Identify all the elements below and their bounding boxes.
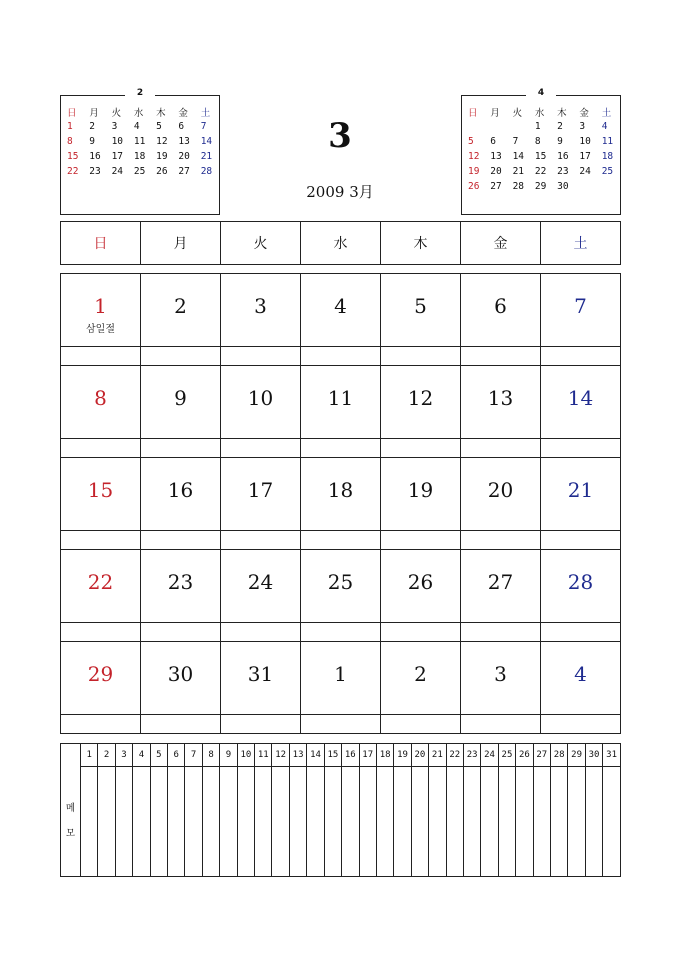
mini-day: 3 xyxy=(579,121,586,132)
memo-day: 4 xyxy=(133,744,150,767)
note-cell[interactable] xyxy=(221,439,301,458)
day-number: 20 xyxy=(487,478,514,502)
note-cell[interactable] xyxy=(301,715,381,734)
memo-day: 30 xyxy=(585,744,602,767)
mini-weekday: 日 xyxy=(67,107,77,119)
memo-day: 3 xyxy=(115,744,132,767)
memo-cell[interactable] xyxy=(429,767,446,877)
mini-day: 8 xyxy=(534,136,541,147)
memo-day: 7 xyxy=(185,744,202,767)
week-note-row xyxy=(61,347,621,366)
mini-day: 2 xyxy=(557,121,563,132)
day-cell[interactable] xyxy=(221,458,301,531)
day-cell[interactable] xyxy=(541,458,621,531)
note-cell[interactable] xyxy=(461,531,541,550)
mini-day: 28 xyxy=(200,166,213,177)
note-cell[interactable] xyxy=(301,623,381,642)
day-cell[interactable] xyxy=(541,366,621,439)
mini-day: 4 xyxy=(601,121,608,132)
mini-day: 26 xyxy=(468,181,480,192)
note-cell[interactable] xyxy=(141,347,221,366)
memo-day: 14 xyxy=(307,744,324,767)
day-number: 31 xyxy=(247,662,274,686)
mini-day: 17 xyxy=(579,151,591,162)
memo-cell[interactable] xyxy=(342,767,359,877)
weekday-tue: 火 xyxy=(221,222,301,265)
memo-cell[interactable] xyxy=(185,767,202,877)
day-number: 7 xyxy=(574,294,587,318)
note-cell[interactable] xyxy=(541,347,621,366)
memo-corner xyxy=(61,744,81,767)
weekday-wed: 水 xyxy=(301,222,381,265)
day-cell[interactable] xyxy=(381,366,461,439)
day-number: 23 xyxy=(167,570,194,594)
week-note-row xyxy=(61,531,621,550)
day-number: 27 xyxy=(487,570,514,594)
day-number: 2 xyxy=(174,294,187,318)
mini-day: 12 xyxy=(468,151,480,162)
mini-day: 2 xyxy=(89,121,96,132)
memo-cell[interactable] xyxy=(533,767,550,877)
day-cell[interactable] xyxy=(141,366,221,439)
memo-cell[interactable] xyxy=(568,767,585,877)
mini-day: 28 xyxy=(512,181,525,192)
mini-day: 21 xyxy=(200,151,213,162)
day-number: 21 xyxy=(567,478,594,502)
mini-day: 22 xyxy=(67,166,79,177)
note-cell[interactable] xyxy=(541,715,621,734)
memo-cell[interactable] xyxy=(463,767,480,877)
mini-day: 3 xyxy=(111,121,118,132)
memo-cell[interactable] xyxy=(324,767,341,877)
week-row xyxy=(61,366,621,439)
mini-day: 21 xyxy=(512,166,525,177)
memo-day: 22 xyxy=(446,744,463,767)
memo-cell[interactable] xyxy=(446,767,463,877)
memo-cell[interactable] xyxy=(133,767,150,877)
day-number: 22 xyxy=(87,570,114,594)
day-number: 1 xyxy=(94,294,107,318)
note-cell[interactable] xyxy=(541,439,621,458)
mini-day: 16 xyxy=(557,151,569,162)
memo-cell[interactable] xyxy=(603,767,621,877)
memo-cell[interactable] xyxy=(498,767,515,877)
week-note-row xyxy=(61,623,621,642)
mini-day: 25 xyxy=(133,166,146,177)
mini-weekday: 木 xyxy=(156,107,166,119)
memo-cell[interactable] xyxy=(516,767,533,877)
mini-day: 7 xyxy=(512,136,519,147)
note-cell[interactable] xyxy=(461,623,541,642)
memo-day: 6 xyxy=(168,744,185,767)
day-cell[interactable] xyxy=(381,458,461,531)
memo-cell[interactable] xyxy=(289,767,306,877)
memo-cell[interactable] xyxy=(237,767,254,877)
week-row xyxy=(61,274,621,347)
day-cell[interactable] xyxy=(301,642,381,715)
memo-day: 9 xyxy=(220,744,237,767)
mini-day: 7 xyxy=(200,121,207,132)
day-cell[interactable] xyxy=(221,642,301,715)
mini-weekday: 木 xyxy=(557,107,567,119)
year-month-subtitle: 2009 3月 xyxy=(306,183,374,201)
day-number: 4 xyxy=(334,294,347,318)
week-row xyxy=(61,642,621,715)
weekday-header xyxy=(60,221,621,265)
memo-day: 20 xyxy=(411,744,428,767)
mini-day: 23 xyxy=(89,166,101,177)
mini-weekday: 月 xyxy=(490,107,500,119)
mini-calendar-prev-title: 2 xyxy=(61,87,219,99)
memo-day: 2 xyxy=(98,744,115,767)
memo-day: 1 xyxy=(81,744,98,767)
note-cell[interactable] xyxy=(61,439,141,458)
memo-cell[interactable] xyxy=(376,767,393,877)
memo-day: 5 xyxy=(150,744,167,767)
day-cell[interactable] xyxy=(61,550,141,623)
note-cell[interactable] xyxy=(381,531,461,550)
day-number: 28 xyxy=(567,570,594,594)
mini-day: 11 xyxy=(133,136,146,147)
memo-cell[interactable] xyxy=(255,767,272,877)
mini-day: 29 xyxy=(534,181,547,192)
note-cell[interactable] xyxy=(61,715,141,734)
day-cell[interactable] xyxy=(301,366,381,439)
mini-day: 22 xyxy=(534,166,547,177)
mini-day: 10 xyxy=(111,136,124,147)
day-cell[interactable] xyxy=(381,642,461,715)
memo-day: 21 xyxy=(429,744,446,767)
mini-day: 18 xyxy=(601,151,614,162)
note-cell[interactable] xyxy=(61,347,141,366)
memo-cell[interactable] xyxy=(394,767,411,877)
memo-cell[interactable] xyxy=(115,767,132,877)
note-cell[interactable] xyxy=(461,439,541,458)
day-number: 18 xyxy=(327,478,354,502)
memo-day-row xyxy=(61,744,621,767)
mini-day: 13 xyxy=(490,151,502,162)
memo-day: 18 xyxy=(376,744,393,767)
mini-day: 19 xyxy=(156,151,168,162)
mini-day: 23 xyxy=(557,166,569,177)
note-cell[interactable] xyxy=(221,623,301,642)
mini-day: 27 xyxy=(178,166,190,177)
note-cell[interactable] xyxy=(141,531,221,550)
note-cell[interactable] xyxy=(381,439,461,458)
memo-body-row xyxy=(61,767,621,877)
mini-day: 1 xyxy=(534,121,541,132)
mini-weekday: 月 xyxy=(89,107,99,119)
mini-week-row xyxy=(63,164,219,179)
day-cell[interactable] xyxy=(541,274,621,347)
note-cell[interactable] xyxy=(141,439,221,458)
memo-cell[interactable] xyxy=(168,767,185,877)
note-cell[interactable] xyxy=(301,347,381,366)
week-row xyxy=(61,550,621,623)
day-number: 24 xyxy=(247,570,274,594)
mini-day: 25 xyxy=(601,166,614,177)
memo-cell[interactable] xyxy=(359,767,376,877)
day-cell[interactable] xyxy=(61,458,141,531)
mini-day: 17 xyxy=(111,151,124,162)
day-cell[interactable] xyxy=(141,274,221,347)
memo-day: 16 xyxy=(342,744,359,767)
mini-day: 10 xyxy=(579,136,591,147)
memo-day: 19 xyxy=(394,744,411,767)
day-cell[interactable] xyxy=(381,274,461,347)
memo-cell[interactable] xyxy=(98,767,115,877)
memo-cell[interactable] xyxy=(550,767,567,877)
memo-day: 31 xyxy=(603,744,621,767)
weekday-sun: 日 xyxy=(61,222,141,265)
memo-day: 24 xyxy=(481,744,498,767)
day-number: 5 xyxy=(414,294,427,318)
mini-day: 16 xyxy=(89,151,101,162)
mini-day: 14 xyxy=(512,151,525,162)
note-cell[interactable] xyxy=(221,715,301,734)
memo-cell[interactable] xyxy=(272,767,289,877)
memo-day: 11 xyxy=(255,744,272,767)
mini-day: 5 xyxy=(468,136,474,147)
memo-day: 13 xyxy=(289,744,306,767)
day-number: 3 xyxy=(254,294,267,318)
day-cell[interactable] xyxy=(141,642,221,715)
note-cell[interactable] xyxy=(301,531,381,550)
day-cell[interactable] xyxy=(461,274,541,347)
mini-day: 4 xyxy=(133,121,140,132)
note-cell[interactable] xyxy=(541,623,621,642)
day-number: 8 xyxy=(94,386,107,410)
mini-day: 1 xyxy=(67,121,73,132)
day-cell[interactable] xyxy=(461,642,541,715)
day-cell[interactable] xyxy=(221,274,301,347)
memo-cell[interactable] xyxy=(481,767,498,877)
mini-weekday: 金 xyxy=(579,107,589,119)
memo-day: 17 xyxy=(359,744,376,767)
day-number: 9 xyxy=(174,386,187,410)
mini-weekday: 金 xyxy=(178,107,188,119)
day-number: 26 xyxy=(407,570,434,594)
week-note-row xyxy=(61,439,621,458)
day-cell[interactable] xyxy=(381,550,461,623)
day-cell[interactable] xyxy=(141,550,221,623)
mini-weekday: 日 xyxy=(468,107,478,119)
week-row xyxy=(61,458,621,531)
day-number: 25 xyxy=(327,570,354,594)
note-cell[interactable] xyxy=(461,715,541,734)
note-cell[interactable] xyxy=(221,347,301,366)
mini-day: 30 xyxy=(557,181,569,192)
mini-weekday: 土 xyxy=(200,107,211,119)
day-number: 1 xyxy=(334,662,347,686)
note-cell[interactable] xyxy=(381,347,461,366)
mini-day: 15 xyxy=(67,151,79,162)
day-cell[interactable] xyxy=(61,274,141,347)
mini-weekday: 水 xyxy=(133,107,144,119)
memo-cell[interactable] xyxy=(220,767,237,877)
weekday-mon: 月 xyxy=(141,222,221,265)
mini-day: 27 xyxy=(490,181,502,192)
day-cell[interactable] xyxy=(61,642,141,715)
day-cell[interactable] xyxy=(541,642,621,715)
mini-day: 8 xyxy=(67,136,73,147)
day-number: 3 xyxy=(494,662,507,686)
day-cell[interactable] xyxy=(301,458,381,531)
mini-day: 14 xyxy=(200,136,213,147)
memo-day: 12 xyxy=(272,744,289,767)
mini-day: 24 xyxy=(579,166,591,177)
mini-day: 6 xyxy=(490,136,497,147)
day-cell[interactable] xyxy=(301,550,381,623)
day-number: 4 xyxy=(574,662,587,686)
day-cell[interactable] xyxy=(541,550,621,623)
memo-table xyxy=(60,743,621,877)
memo-day: 28 xyxy=(550,744,567,767)
day-cell[interactable] xyxy=(61,366,141,439)
mini-weekday: 火 xyxy=(512,107,523,119)
day-cell[interactable] xyxy=(221,550,301,623)
note-cell[interactable] xyxy=(301,439,381,458)
mini-day: 9 xyxy=(89,136,96,147)
day-cell[interactable] xyxy=(461,458,541,531)
note-cell[interactable] xyxy=(61,531,141,550)
mini-day: 19 xyxy=(468,166,480,177)
day-number: 11 xyxy=(327,386,354,410)
day-number: 30 xyxy=(167,662,194,686)
memo-day: 26 xyxy=(516,744,533,767)
day-number: 17 xyxy=(247,478,274,502)
mini-weekday: 土 xyxy=(601,107,612,119)
mini-day: 15 xyxy=(534,151,547,162)
mini-day: 24 xyxy=(111,166,124,177)
mini-day: 6 xyxy=(178,121,185,132)
day-number: 19 xyxy=(407,478,434,502)
memo-day: 15 xyxy=(324,744,341,767)
mini-calendar-next-title: 4 xyxy=(462,87,620,99)
mini-day: 5 xyxy=(156,121,162,132)
mini-weekday: 水 xyxy=(534,107,545,119)
day-number: 13 xyxy=(487,386,514,410)
calendar-grid xyxy=(60,273,621,734)
day-cell[interactable] xyxy=(301,274,381,347)
mini-day: 11 xyxy=(601,136,614,147)
holiday-label: 삼일절 xyxy=(86,324,115,335)
day-cell[interactable] xyxy=(461,366,541,439)
note-cell[interactable] xyxy=(141,715,221,734)
day-number: 12 xyxy=(407,386,434,410)
memo-day: 29 xyxy=(568,744,585,767)
day-number: 29 xyxy=(87,662,114,686)
day-number: 2 xyxy=(414,662,427,686)
memo-cell[interactable] xyxy=(81,767,98,877)
memo-cell[interactable] xyxy=(202,767,219,877)
weekday-sat: 土 xyxy=(541,222,621,265)
note-cell[interactable] xyxy=(61,623,141,642)
note-cell[interactable] xyxy=(221,531,301,550)
note-cell[interactable] xyxy=(381,715,461,734)
mini-day: 20 xyxy=(490,166,502,177)
day-number: 6 xyxy=(494,294,507,318)
mini-day: 18 xyxy=(133,151,146,162)
memo-label: 메 모 xyxy=(61,767,81,877)
day-cell[interactable] xyxy=(141,458,221,531)
weekday-thu: 木 xyxy=(381,222,461,265)
note-cell[interactable] xyxy=(381,623,461,642)
weekday-fri: 金 xyxy=(461,222,541,265)
memo-day: 23 xyxy=(463,744,480,767)
memo-day: 10 xyxy=(237,744,254,767)
mini-day: 12 xyxy=(156,136,168,147)
mini-day: 9 xyxy=(557,136,563,147)
mini-day: 26 xyxy=(156,166,168,177)
note-cell[interactable] xyxy=(461,347,541,366)
memo-cell[interactable] xyxy=(307,767,324,877)
day-number: 15 xyxy=(87,478,114,502)
day-number: 16 xyxy=(167,478,194,502)
mini-day: 13 xyxy=(178,136,190,147)
memo-day: 8 xyxy=(202,744,219,767)
day-number: 10 xyxy=(247,386,274,410)
note-cell[interactable] xyxy=(141,623,221,642)
memo-cell[interactable] xyxy=(411,767,428,877)
memo-day: 27 xyxy=(533,744,550,767)
memo-day: 25 xyxy=(498,744,515,767)
week-note-row xyxy=(61,715,621,734)
note-cell[interactable] xyxy=(541,531,621,550)
mini-day: 20 xyxy=(178,151,190,162)
month-number: 3 xyxy=(328,116,352,156)
day-cell[interactable] xyxy=(221,366,301,439)
mini-weekday: 火 xyxy=(111,107,122,119)
day-number: 14 xyxy=(567,386,594,410)
mini-week-row xyxy=(464,164,620,179)
memo-cell[interactable] xyxy=(150,767,167,877)
day-cell[interactable] xyxy=(461,550,541,623)
memo-cell[interactable] xyxy=(585,767,602,877)
